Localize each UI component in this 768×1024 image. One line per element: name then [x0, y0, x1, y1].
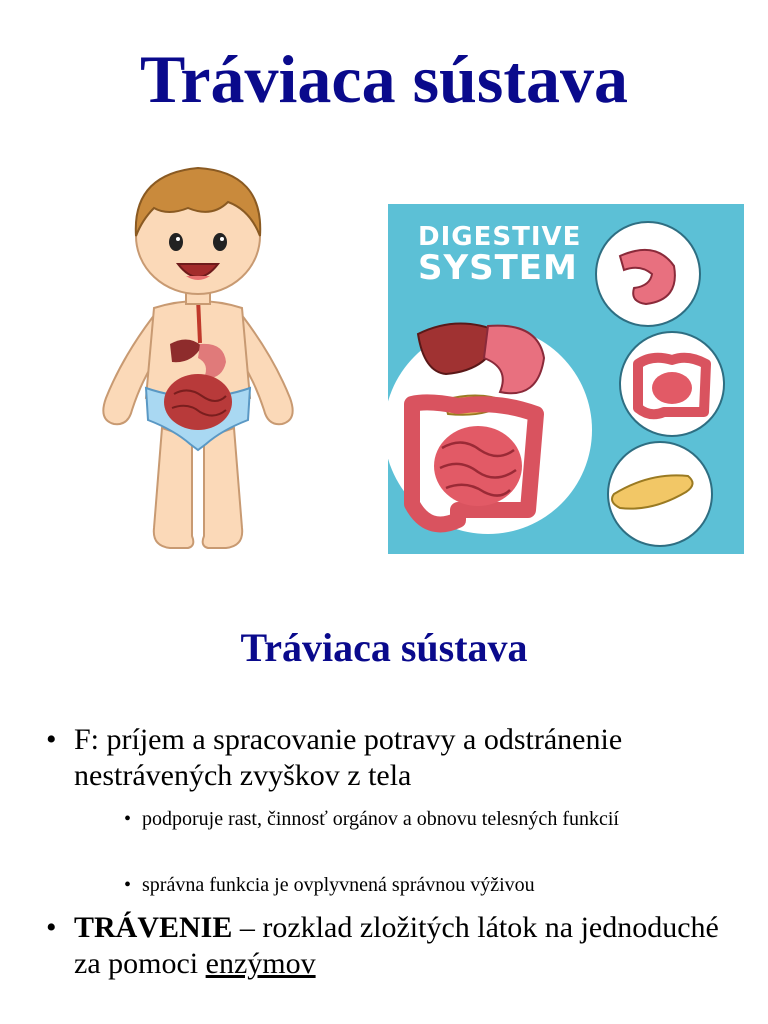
panel-heading-line1: DIGESTIVE	[418, 222, 582, 252]
digestive-system-illustration	[388, 204, 744, 554]
sub-bullet-marker: •	[124, 808, 132, 830]
bullet-text	[74, 910, 726, 982]
bullet-item-digestion	[46, 910, 726, 982]
section-subtitle: Tráviaca sústava	[240, 625, 528, 670]
slide-title: Tráviaca sústava	[140, 41, 628, 117]
boy-digestive-illustration	[92, 158, 304, 556]
panel-heading	[418, 224, 581, 287]
definition-text: – rozklad zložitých látok na jednoduché za pomoci	[74, 911, 719, 980]
bullet-marker: •	[46, 911, 57, 944]
bullet-text: F: príjem a spracovanie potravy a odstránenie nestrávených zvyškov z tela	[74, 723, 623, 792]
panel-heading-line2: SYSTEM	[418, 248, 578, 289]
sub-bullet-text: správna funkcia je ovplyvnená správnou výživou	[142, 874, 535, 896]
term-travenie: TRÁVENIE	[74, 911, 233, 944]
sub-bullet-text: podporuje rast, činnosť orgánov a obnovu telesných funkcií	[142, 808, 619, 830]
bullet-item-function	[46, 722, 726, 794]
sub-bullet-nutrition	[124, 872, 704, 898]
sub-bullet-growth	[124, 806, 704, 832]
enzymes-word: enzýmov	[205, 947, 316, 980]
sub-bullet-marker: •	[124, 874, 132, 896]
bullet-marker: •	[46, 723, 57, 756]
